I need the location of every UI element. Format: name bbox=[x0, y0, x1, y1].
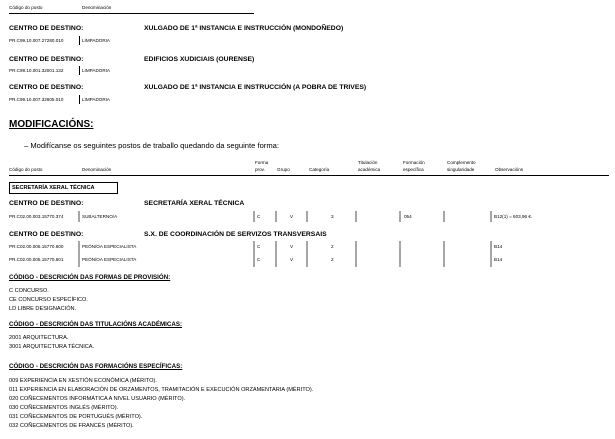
row-observacions: B14 bbox=[494, 244, 503, 249]
list-item: 031 COÑECEMENTOS DE PORTUGUÉS (MÉRITO). bbox=[9, 414, 143, 420]
destination-name: XULGADO DE 1ª INSTANCIA E INSTRUCCIÓN (MONDOÑEDO) bbox=[144, 25, 344, 32]
row-forma: C bbox=[257, 257, 261, 262]
row-categoria: 2 bbox=[331, 244, 334, 249]
legend-formacions-title: CÓDIGO - DESCRICIÓN DAS FORMACIÓNS ESPECÍFICAS: bbox=[9, 363, 183, 370]
destination-name: EDIFICIOS XUDICIAIS (OURENSE) bbox=[144, 56, 255, 63]
destination-name: SECRETARÍA XERAL TÉCNICA bbox=[144, 200, 245, 207]
row-formacion: 054 bbox=[404, 214, 412, 219]
destination-label: CENTRO DE DESTINO: bbox=[9, 231, 84, 238]
row-denomination: PEÓN/OA ESPECIALISTA bbox=[82, 244, 137, 249]
th-categoria: Categoría bbox=[309, 167, 330, 172]
th-denomination: Denominación bbox=[82, 167, 112, 172]
list-item: 009 EXPERIENCIA EN XESTIÓN ECONÓMICA (MÉRITO). bbox=[9, 378, 157, 384]
list-item: 030 COÑECEMENTOS INGLÉS (MÉRITO). bbox=[9, 405, 119, 411]
list-item: 020 COÑECEMENTOS INFORMÁTICA A NIVEL USUARIO (MÉRITO). bbox=[9, 396, 186, 402]
th-observacions: Observacións bbox=[495, 167, 524, 172]
modificacions-intro: – Modifícanse os seguintes postos de traballo quedando da seguinte forma: bbox=[24, 141, 279, 150]
modificacions-title: MODIFICACIÓNS: bbox=[9, 119, 94, 130]
list-item: 032 COÑECEMENTOS DE FRANCÉS (MÉRITO). bbox=[9, 423, 134, 429]
row-observacions: B14 bbox=[494, 257, 503, 262]
destination-label: CENTRO DE DESTINO: bbox=[9, 84, 84, 91]
post-code: PR.C99.10.001.32001.132 bbox=[9, 68, 64, 73]
legend-formas-title: CÓDIGO - DESCRICIÓN DAS FORMAS DE PROVISIÓN: bbox=[9, 274, 171, 281]
list-item: 011 EXPERIENCIA EN ELABORACIÓN DE ORZAMENTOS, TRAMITACIÓN E EXECUCIÓN ORZAMENTARIA (MÉRITO). bbox=[9, 387, 314, 393]
list-item: C CONCURSO. bbox=[9, 288, 49, 294]
destination-label: CENTRO DE DESTINO: bbox=[9, 56, 84, 63]
row-observacions: B12(1) = 603,96 €. bbox=[494, 214, 533, 219]
row-categoria: 2 bbox=[331, 257, 334, 262]
post-code: PR.C99.10.007.27280.010 bbox=[9, 38, 64, 43]
top-header-code: Código do posto bbox=[9, 5, 43, 10]
destination-label: CENTRO DE DESTINO: bbox=[9, 25, 84, 32]
row-grupo: V bbox=[290, 244, 294, 249]
th-code: Código do posto bbox=[9, 167, 43, 172]
post-denomination: LIMPADORIA bbox=[82, 97, 110, 102]
row-forma: C bbox=[257, 214, 261, 219]
post-denomination: LIMPADORIA bbox=[82, 68, 110, 73]
row-forma: C bbox=[257, 244, 261, 249]
row-denomination: SUBALTERNO/A bbox=[82, 214, 118, 219]
destination-name: S.X. DE COORDINACIÓN DE SERVIZOS TRANSVERSAIS bbox=[144, 231, 327, 238]
destination-name: XULGADO DE 1ª INSTANCIA E INSTRUCCIÓN (A POBRA DE TRIVES) bbox=[144, 84, 367, 91]
list-item: LD LIBRE DESIGNACIÓN. bbox=[9, 306, 77, 312]
th-complemento: Complemento singularidade bbox=[447, 160, 476, 172]
section-title: SECRETARÍA XERAL TÉCNICA bbox=[12, 185, 95, 191]
row-grupo: V bbox=[290, 257, 294, 262]
th-grupo: Grupo bbox=[277, 167, 290, 172]
list-item: 2001 ARQUITECTURA. bbox=[9, 335, 69, 341]
destination-label: CENTRO DE DESTINO: bbox=[9, 200, 84, 207]
row-denomination: PEÓN/OA ESPECIALISTA bbox=[82, 257, 137, 262]
row-code: PR.C02.00.005.15770.601 bbox=[9, 257, 64, 262]
row-grupo: V bbox=[290, 214, 294, 219]
row-code: PR.C02.00.005.15770.600 bbox=[9, 244, 64, 249]
th-forma: Forma prov. bbox=[255, 160, 269, 172]
row-categoria: 3 bbox=[331, 214, 334, 219]
list-item: CE CONCURSO ESPECÍFICO. bbox=[9, 297, 88, 303]
top-header-denomination: Denominación bbox=[82, 5, 112, 10]
th-titulacion: Titulación académica bbox=[358, 160, 381, 172]
row-code: PR.C02.00.003.15770.374 bbox=[9, 214, 64, 219]
th-formacion: Formación específica bbox=[403, 160, 425, 172]
list-item: 3001 ARQUITECTURA TÉCNICA. bbox=[9, 344, 95, 350]
post-code: PR.C99.10.007.32605.010 bbox=[9, 97, 64, 102]
legend-titulacions-title: CÓDIGO - DESCRICIÓN DAS TITULACIÓNS ACADÉMICAS: bbox=[9, 321, 183, 328]
post-denomination: LIMPADORIA bbox=[82, 38, 110, 43]
